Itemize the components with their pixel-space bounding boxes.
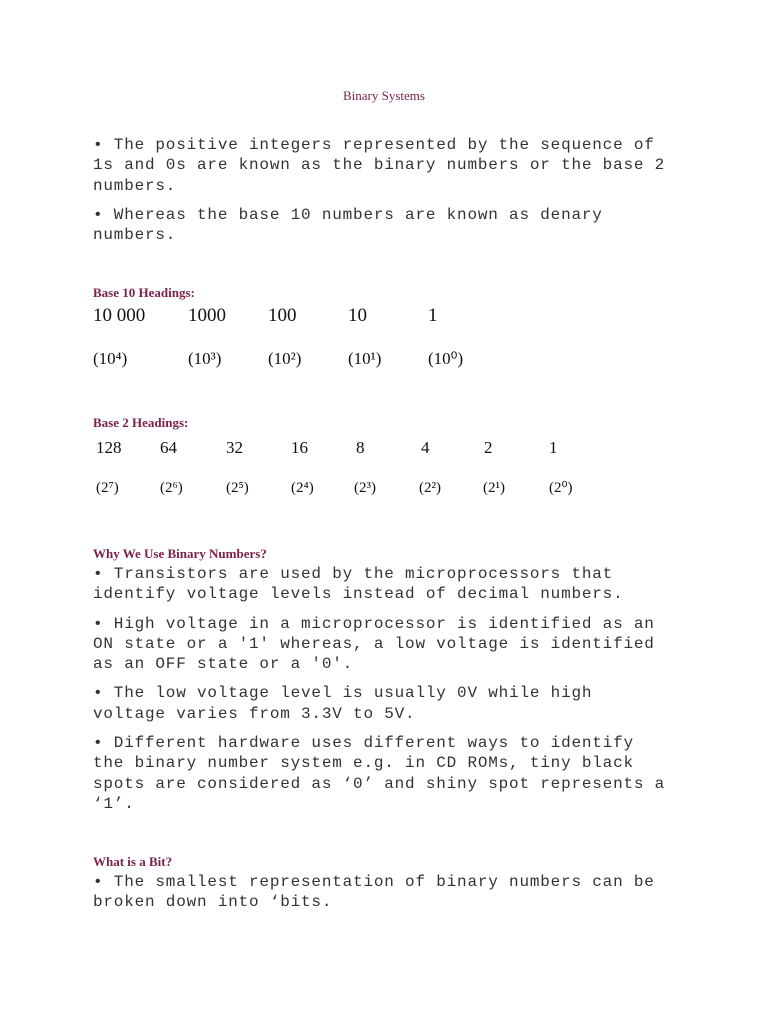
base2-value: 2 [484,438,493,457]
base10-value: 10 000 [93,305,146,326]
base2-value: 64 [160,438,177,457]
base2-value: 4 [421,438,430,457]
bullet-paragraph: • High voltage in a microprocessor is identified as an ON state or a '1' whereas, a low voltage is identified as an OFF state or a '0'. [93,614,655,674]
base2-power: (2⁴) [291,480,314,496]
bullet-paragraph: • Whereas the base 10 numbers are known as denary numbers. [93,205,603,245]
page-title: Binary Systems [343,88,425,103]
bullet-paragraph: • Different hardware uses different ways to identify the binary number system e.g. in CD ROMs, tiny black spots are considered as ‘0’ and shiny spot represents a ‘1’. [93,734,666,813]
why-binary-heading: Why We Use Binary Numbers? [93,546,267,561]
base10-power: (10⁰) [428,349,464,368]
what-is-bit-section [93,872,753,922]
base2-value: 128 [96,438,122,457]
base10-heading: Base 10 Headings: [93,285,195,300]
base10-value: 10 [348,305,367,326]
why-binary-section [93,564,753,823]
base2-value: 16 [291,438,308,457]
base2-power: (2²) [419,480,441,496]
base10-value: 100 [268,305,297,326]
base10-power: (10³) [188,349,222,368]
base10-value: 1 [428,305,438,326]
bullet-paragraph: • Transistors are used by the microprocessors that identify voltage levels instead of decimal numbers. [93,565,624,604]
base2-power: (2⁵) [226,480,249,496]
base10-power: (10²) [268,349,302,368]
base2-power: (2⁷) [96,480,119,496]
base2-value: 1 [549,438,558,457]
base2-value: 32 [226,438,243,457]
base10-power: (10⁴) [93,349,128,368]
bullet-paragraph: • The smallest representation of binary numbers can be broken down into ‘bits. [93,873,655,912]
base2-heading: Base 2 Headings: [93,415,189,430]
base2-power: (2⁰) [549,480,573,496]
base10-value: 1000 [188,305,226,326]
what-is-bit-heading: What is a Bit? [93,854,173,869]
base2-value: 8 [356,438,365,457]
base10-power: (10¹) [348,349,382,368]
base2-power: (2¹) [483,480,505,496]
base2-power: (2⁶) [160,480,183,496]
intro-section [93,135,753,254]
base2-power: (2³) [354,480,376,496]
bullet-paragraph: • The low voltage level is usually 0V while high voltage varies from 3.3V to 5V. [93,684,593,723]
bullet-paragraph: • The positive integers represented by the sequence of 1s and 0s are known as the binary numbers or the base 2 numbers. [93,136,666,195]
